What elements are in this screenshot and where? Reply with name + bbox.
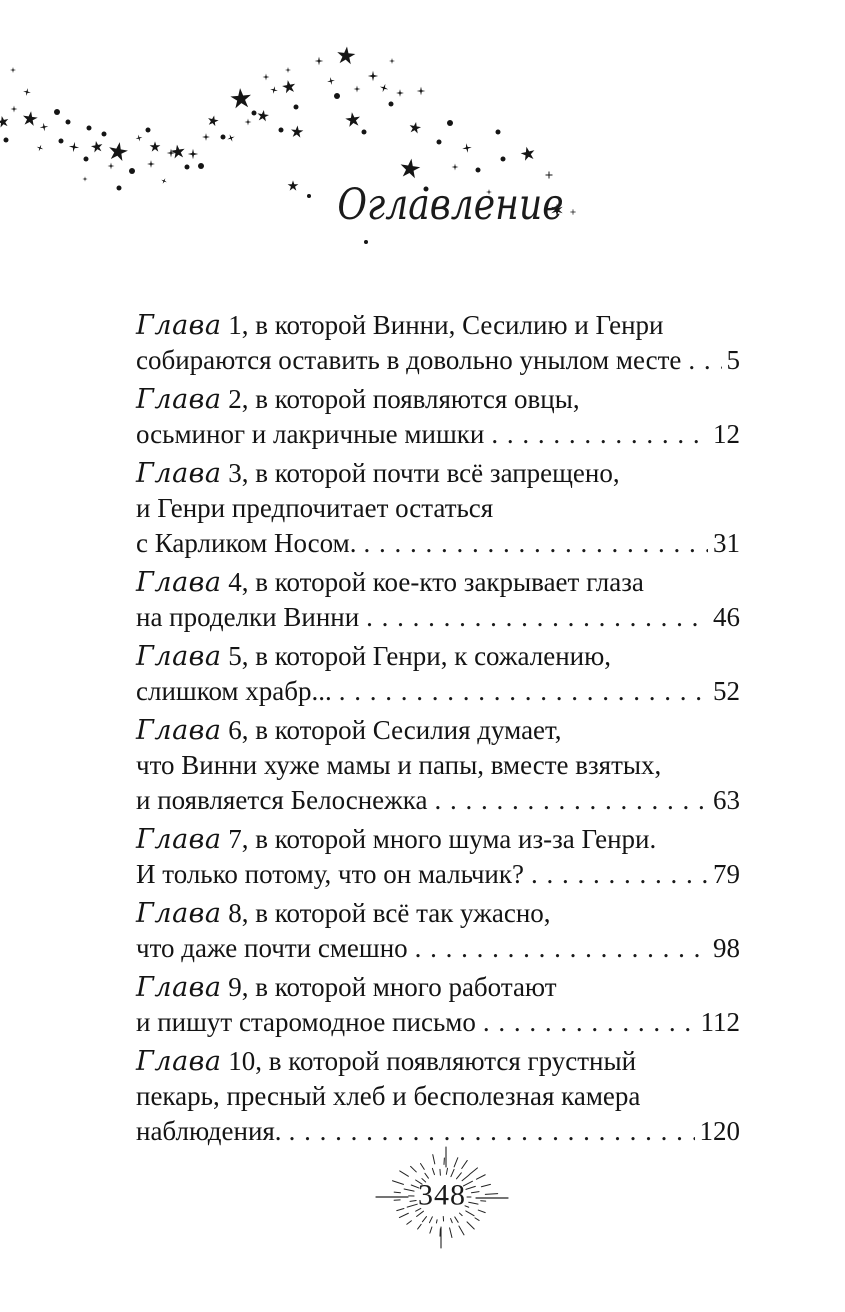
- toc-line-last: [136, 1005, 740, 1040]
- four-point-sparkle-icon: [327, 77, 336, 86]
- chapter-title-start: в которой много шума из-за Генри.: [255, 824, 657, 854]
- dot-icon: [129, 168, 135, 174]
- toc-line-chapter: [136, 308, 740, 343]
- toc-line-last: [136, 674, 740, 709]
- chapter-title-end: собираются оставить в довольно унылом месте: [136, 345, 682, 375]
- five-point-star-icon: [520, 146, 537, 163]
- dot-icon: [279, 128, 284, 133]
- toc-line-last: [136, 526, 740, 561]
- chapter-word: Глава: [136, 310, 222, 341]
- chapter-page-number: 46: [713, 602, 740, 632]
- chapter-title-start: в которой Винни, Сесилию и Генри: [255, 310, 664, 340]
- chapter-page-number: 63: [713, 785, 740, 815]
- four-point-sparkle-icon: [285, 67, 292, 74]
- toc-line-last: [136, 417, 740, 452]
- five-point-star-icon: [398, 157, 422, 181]
- dot-icon: [496, 130, 501, 135]
- chapter-word: Глава: [136, 972, 222, 1003]
- chapter-page-number: 112: [700, 1007, 740, 1037]
- dot-leader: [688, 343, 721, 378]
- toc-line-last: [136, 600, 740, 635]
- toc-line-chapter: [136, 970, 740, 1005]
- four-point-sparkle-icon: [68, 141, 80, 153]
- chapter-page-number: 98: [713, 933, 740, 963]
- toc-line-continuation: что Винни хуже мамы и папы, вместе взятых,: [136, 750, 662, 780]
- dot-icon: [4, 138, 9, 143]
- toc-entry: [136, 896, 740, 966]
- chapter-title-start: в которой появляются грустный: [268, 1046, 637, 1076]
- chapter-number: 6,: [228, 715, 249, 745]
- five-point-star-icon: [21, 110, 39, 128]
- toc-entry: [136, 822, 740, 892]
- chapter-word: Глава: [136, 1046, 222, 1077]
- dot-leader: [491, 417, 708, 452]
- dot-leader: [339, 674, 708, 709]
- chapter-number: 2,: [228, 384, 249, 414]
- chapter-title-start: в которой Генри, к сожалению,: [255, 641, 612, 671]
- dot-icon: [447, 120, 453, 126]
- four-point-sparkle-icon: [135, 134, 143, 142]
- five-point-star-icon: [229, 87, 254, 112]
- toc-line-chapter: [136, 565, 740, 600]
- toc-line-last: [136, 857, 740, 892]
- chapter-title-end: И только потому, что он мальчик?: [136, 859, 524, 889]
- five-point-star-icon: [170, 144, 187, 161]
- four-point-sparkle-icon: [262, 73, 270, 81]
- chapter-number: 9,: [228, 972, 249, 1002]
- dot-icon: [102, 132, 107, 137]
- chapter-title-end: слишком храбр...: [136, 676, 332, 706]
- four-point-sparkle-icon: [314, 56, 324, 66]
- chapter-number: 7,: [228, 824, 249, 854]
- dot-icon: [87, 126, 92, 131]
- four-point-sparkle-icon: [10, 67, 17, 74]
- chapter-number: 8,: [228, 898, 249, 928]
- five-point-star-icon: [207, 115, 220, 128]
- chapter-word: Глава: [136, 898, 222, 929]
- five-point-star-icon: [0, 115, 10, 129]
- chapter-title-start: в которой всё так ужасно,: [255, 898, 551, 928]
- dot-icon: [66, 120, 71, 125]
- chapter-word: Глава: [136, 567, 222, 598]
- page-number: 348: [418, 1178, 466, 1212]
- four-point-sparkle-icon: [227, 134, 236, 143]
- toc-line-chapter: [136, 713, 740, 748]
- chapter-word: Глава: [136, 824, 222, 855]
- chapter-page-number: 79: [713, 859, 740, 889]
- four-point-sparkle-icon: [389, 58, 396, 65]
- dot-icon: [185, 165, 190, 170]
- dot-leader: [415, 931, 708, 966]
- toc-entry: [136, 713, 740, 818]
- plus-icon: [545, 171, 553, 179]
- four-point-sparkle-icon: [270, 86, 279, 95]
- four-point-sparkle-icon: [353, 85, 361, 93]
- toc-line-last: [136, 931, 740, 966]
- dot-icon: [198, 163, 204, 169]
- chapter-title-end: осьминог и лакричные мишки: [136, 419, 485, 449]
- five-point-star-icon: [290, 125, 305, 140]
- chapter-number: 5,: [228, 641, 249, 671]
- chapter-word: Глава: [136, 641, 222, 672]
- dot-icon: [146, 128, 151, 133]
- toc-entry: [136, 382, 740, 452]
- chapter-title-end: что даже почти смешно: [136, 933, 408, 963]
- toc-line-last: [136, 783, 740, 818]
- chapter-number: 10,: [228, 1046, 262, 1076]
- five-point-star-icon: [281, 79, 297, 95]
- dot-leader: [363, 526, 708, 561]
- four-point-sparkle-icon: [39, 122, 49, 132]
- chapter-title-end: на проделки Винни: [136, 602, 360, 632]
- five-point-star-icon: [408, 121, 422, 135]
- four-point-sparkle-icon: [36, 144, 44, 152]
- toc-line-continuation: пекарь, пресный хлеб и бесполезная камера: [136, 1081, 641, 1111]
- five-point-star-icon: [335, 45, 357, 67]
- four-point-sparkle-icon: [10, 105, 18, 113]
- dot-icon: [54, 109, 60, 115]
- chapter-title-end: и пишут старомодное письмо: [136, 1007, 476, 1037]
- chapter-page-number: 12: [713, 419, 740, 449]
- toc-line-chapter: [136, 1044, 740, 1079]
- toc-line-continuation: и Генри предпочитает остаться: [136, 493, 494, 523]
- chapter-page-number: 52: [713, 676, 740, 706]
- chapter-word: Глава: [136, 458, 222, 489]
- four-point-sparkle-icon: [244, 118, 252, 126]
- chapter-page-number: 5: [726, 345, 740, 375]
- dot-icon: [364, 240, 368, 244]
- dot-leader: [366, 600, 708, 635]
- four-point-sparkle-icon: [416, 86, 426, 96]
- dot-icon: [501, 157, 506, 162]
- toc-entry: [136, 308, 740, 378]
- chapter-title-end: и появляется Белоснежка: [136, 785, 428, 815]
- toc-line-chapter: [136, 896, 740, 931]
- table-of-contents: [136, 308, 740, 1153]
- folio: [372, 1140, 512, 1254]
- page-title: Оглавление: [337, 180, 564, 230]
- dot-icon: [334, 93, 340, 99]
- toc-line-chapter: [136, 382, 740, 417]
- five-point-star-icon: [149, 141, 162, 154]
- chapter-title-start: в которой Сесилия думает,: [255, 715, 562, 745]
- dot-icon: [437, 140, 442, 145]
- four-point-sparkle-icon: [451, 163, 459, 171]
- toc-line-last: [136, 343, 740, 378]
- toc-entry: [136, 456, 740, 561]
- toc-entry: [136, 1044, 740, 1149]
- dot-icon: [221, 135, 226, 140]
- five-point-star-icon: [344, 111, 362, 129]
- dot-leader: [531, 857, 708, 892]
- four-point-sparkle-icon: [82, 176, 88, 182]
- dot-leader: [435, 783, 708, 818]
- toc-line-chapter: [136, 456, 740, 491]
- four-point-sparkle-icon: [379, 83, 389, 93]
- chapter-title-start: в которой кое-кто закрывает глаза: [255, 567, 644, 597]
- four-point-sparkle-icon: [202, 133, 211, 142]
- five-point-star-icon: [90, 140, 104, 154]
- chapter-word: Глава: [136, 384, 222, 415]
- five-point-star-icon: [256, 109, 270, 123]
- chapter-page-number: 120: [699, 1116, 740, 1146]
- chapter-page-number: 31: [713, 528, 740, 558]
- toc-entry: [136, 970, 740, 1040]
- chapter-title-start: в которой появляются овцы,: [255, 384, 580, 414]
- chapter-title-start: в которой почти всё запрещено,: [255, 458, 620, 488]
- four-point-sparkle-icon: [23, 88, 32, 97]
- toc-entry: [136, 639, 740, 709]
- chapter-number: 1,: [228, 310, 249, 340]
- dot-icon: [84, 157, 89, 162]
- five-point-star-icon: [107, 141, 130, 164]
- dot-icon: [362, 130, 367, 135]
- dot-icon: [389, 102, 394, 107]
- chapter-number: 3,: [228, 458, 249, 488]
- dot-icon: [294, 105, 299, 110]
- chapter-word: Глава: [136, 715, 222, 746]
- four-point-sparkle-icon: [147, 160, 156, 169]
- toc-line-chapter: [136, 639, 740, 674]
- four-point-sparkle-icon: [396, 89, 405, 98]
- chapter-title-end: с Карликом Носом.: [136, 528, 357, 558]
- dot-icon: [476, 168, 481, 173]
- four-point-sparkle-icon: [367, 70, 379, 82]
- dot-icon: [59, 139, 64, 144]
- toc-line-chapter: [136, 822, 740, 857]
- chapter-number: 4,: [228, 567, 249, 597]
- chapter-title-end: наблюдения.: [136, 1116, 282, 1146]
- chapter-title-start: в которой много работают: [255, 972, 557, 1002]
- dot-leader: [483, 1005, 696, 1040]
- toc-entry: [136, 565, 740, 635]
- four-point-sparkle-icon: [187, 148, 199, 160]
- four-point-sparkle-icon: [462, 143, 473, 154]
